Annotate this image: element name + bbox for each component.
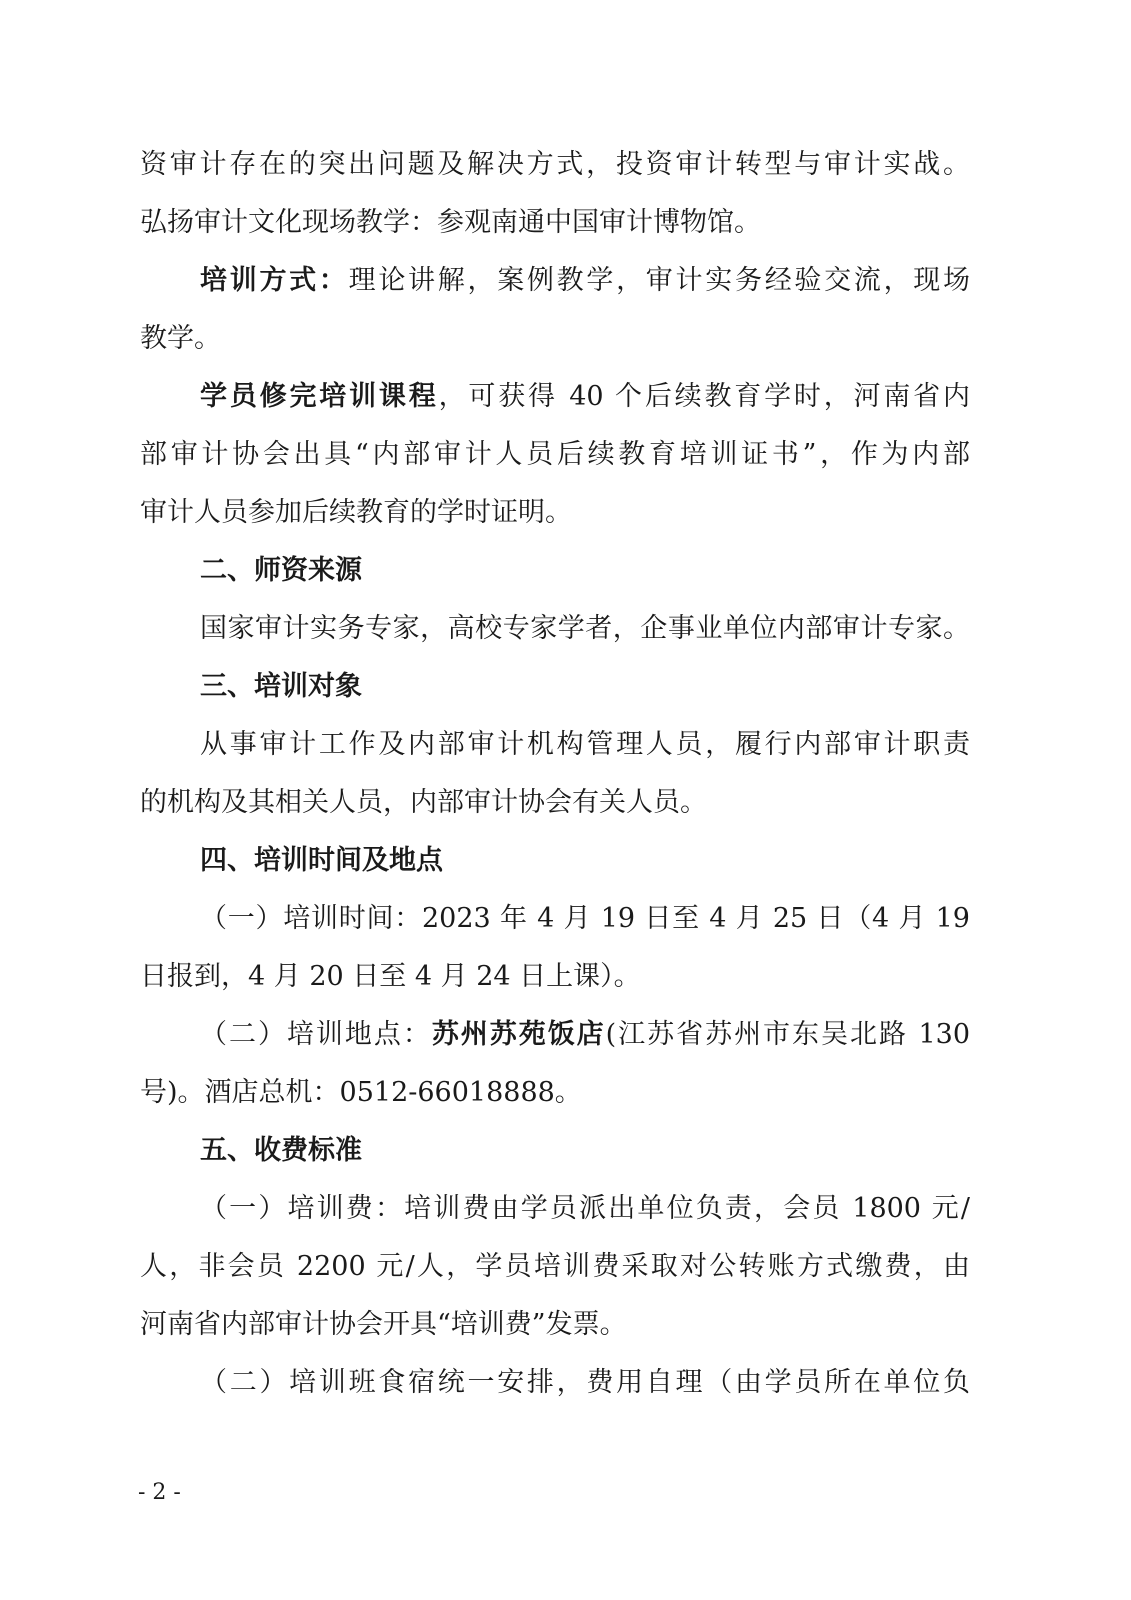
paragraph-line: [140, 783, 970, 823]
text: 弘扬审计文化现场教学：参观南通中国审计博物馆。: [140, 207, 761, 238]
text: 国家审计实务专家，高校专家学者，企事业单位内部审计专家。: [200, 613, 970, 644]
section-heading-audience: 三、培训对象: [200, 671, 362, 702]
paragraph-line: [200, 1189, 970, 1229]
text: 教学。: [140, 323, 221, 354]
section-heading-time-place: 四、培训时间及地点: [200, 845, 443, 876]
text: 的机构及其相关人员，内部审计协会有关人员。: [140, 787, 707, 818]
paragraph-line: [140, 145, 970, 185]
text: （一）培训时间：2023 年 4 月 19 日至 4 月 25 日（4 月 19: [200, 903, 970, 934]
paragraph-line: [140, 493, 970, 533]
course-completion-line: [200, 377, 970, 417]
paragraph-line: [140, 319, 970, 359]
page-number: - 2 -: [138, 1480, 181, 1505]
text: 从事审计工作及内部审计机构管理人员，履行内部审计职责: [200, 729, 970, 760]
paragraph-line: [140, 435, 970, 475]
paragraph-line: [200, 609, 970, 649]
section-heading-faculty: 二、师资来源: [200, 555, 362, 586]
text: 河南省内部审计协会开具“培训费”发票。: [140, 1309, 627, 1340]
text: 人，非会员 2200 元/人，学员培训费采取对公转账方式缴费，由: [140, 1251, 970, 1282]
text: 日报到，4 月 20 日至 4 月 24 日上课）。: [140, 961, 641, 992]
paragraph-line: [200, 899, 970, 939]
text: ，可获得 40 个后续教育学时，河南省内: [438, 381, 971, 412]
paragraph-line: [140, 1073, 970, 1113]
course-completion-label: 学员修完培训课程: [200, 381, 439, 412]
text: 资审计存在的突出问题及解决方式，投资审计转型与审计实战。: [140, 149, 970, 180]
text: 部审计协会出具“内部审计人员后续教育培训证书”，作为内部: [140, 439, 970, 470]
text: 号)。酒店总机：0512-66018888。: [140, 1077, 582, 1108]
section-heading-fees: 五、收费标准: [200, 1135, 362, 1166]
venue-line: [200, 1015, 970, 1055]
paragraph-line: [140, 1305, 970, 1345]
text: （二）培训班食宿统一安排，费用自理（由学员所在单位负: [200, 1367, 970, 1398]
paragraph-line: [200, 725, 970, 765]
paragraph-line: [140, 203, 970, 243]
training-method-line: [200, 261, 970, 301]
paragraph-line: [200, 1363, 970, 1403]
text: （二）培训地点：: [200, 1019, 432, 1050]
text: (江苏省苏州市东吴北路 130: [605, 1019, 971, 1050]
paragraph-line: [140, 1247, 970, 1287]
paragraph-line: [140, 957, 970, 997]
training-method-label: 培训方式：: [200, 265, 349, 296]
venue-name: 苏州苏苑饭店: [431, 1019, 606, 1050]
text: 理论讲解，案例教学，审计实务经验交流，现场: [348, 265, 971, 296]
text: 审计人员参加后续教育的学时证明。: [140, 497, 572, 528]
text: （一）培训费：培训费由学员派出单位负责，会员 1800 元/: [200, 1193, 970, 1224]
